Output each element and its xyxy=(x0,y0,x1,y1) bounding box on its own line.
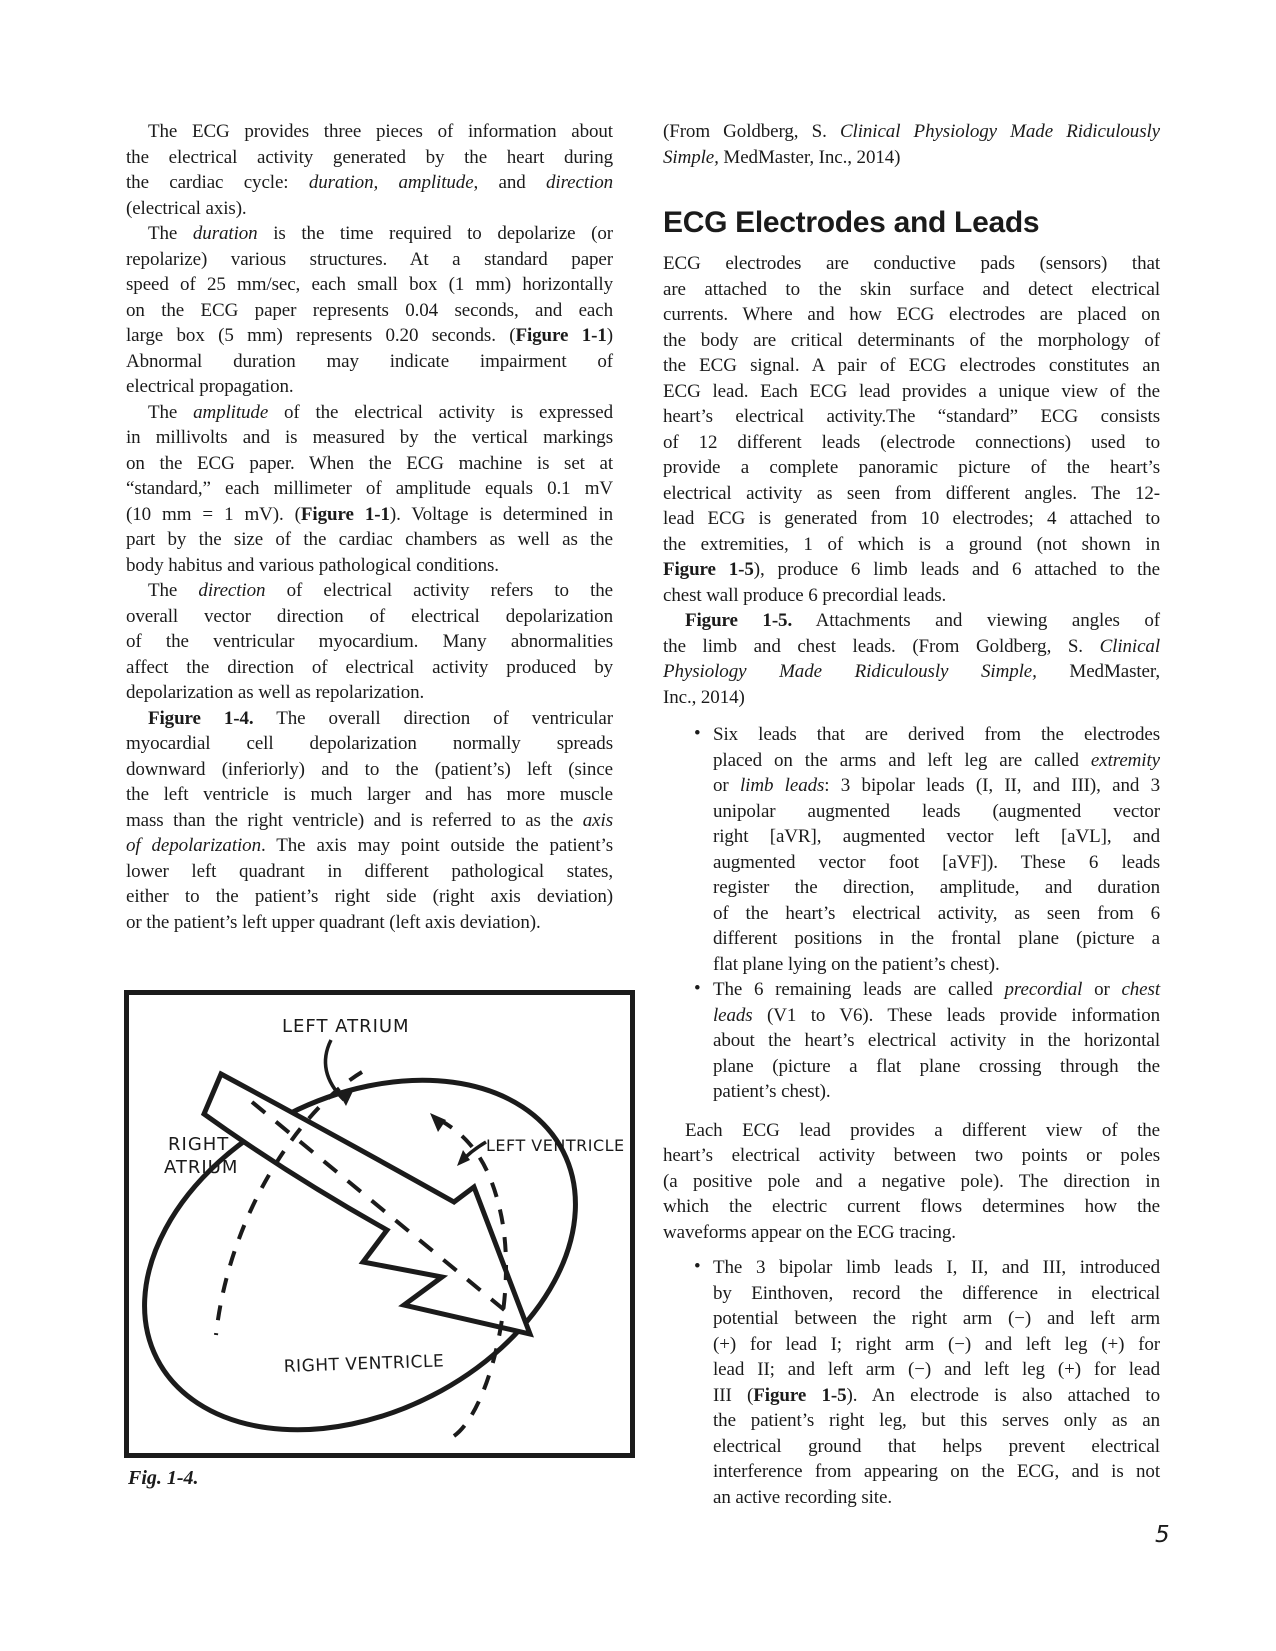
text-line: either to the patient’s right side (right axis deviation) xyxy=(126,886,613,907)
text-line: about the heart’s electrical activity in the horizontal xyxy=(713,1030,1160,1051)
text-line: Six leads that are derived from the electrodes xyxy=(713,724,1160,745)
text-line: part by the size of the cardiac chambers as well as the xyxy=(126,529,613,550)
text-line: potential between the right arm (−) and left arm xyxy=(713,1308,1160,1329)
figure-1-4 xyxy=(124,990,635,1458)
bullet-item xyxy=(663,722,1160,977)
text-line: body habitus and various pathological conditions. xyxy=(126,554,499,576)
paragraph xyxy=(663,1118,1160,1246)
label-right-ventricle: RIGHT VENTRICLE xyxy=(283,1351,445,1377)
text-line: currents. Where and how ECG electrodes are placed on xyxy=(663,304,1160,325)
text-line: the ECG signal. A pair of ECG electrodes constitutes an xyxy=(663,355,1160,376)
text-line: downward (inferiorly) and to the (patient’s) left (since xyxy=(126,758,613,780)
text-line: the patient’s right leg, but this serves only as an xyxy=(713,1410,1160,1431)
paragraph xyxy=(126,119,613,221)
left-column xyxy=(126,119,613,935)
text-line: (From Goldberg, S. Clinical Physiology Made Ridiculously xyxy=(663,121,1160,142)
label-left-ventricle: LEFT VENTRICLE xyxy=(486,1136,625,1155)
text-line: Physiology Made Ridiculously Simple, MedMaster, xyxy=(663,661,1161,682)
text-line: an active recording site. xyxy=(713,1486,892,1508)
label-right-atrium-line1: RIGHT xyxy=(168,1134,230,1155)
text-line: overall vector direction of electrical depolarization xyxy=(126,605,613,627)
text-line: chest wall produce 6 precordial leads. xyxy=(663,584,947,606)
label-right-atrium-line2: ATRIUM xyxy=(164,1157,239,1178)
text-line: the limb and chest leads. (From Goldberg, S. Clinical xyxy=(663,635,1160,657)
bullet-marker: • xyxy=(694,1256,701,1277)
figure-caption: Fig. 1-4. xyxy=(128,1467,199,1489)
text-line: speed of 25 mm/sec, each small box (1 mm) horizontally xyxy=(126,274,613,295)
text-line: the cardiac cycle: duration, amplitude, and direction xyxy=(126,172,613,193)
paragraph xyxy=(126,221,613,400)
text-line: or limb leads: 3 bipolar leads (I, II, and III), and 3 xyxy=(713,775,1160,796)
bullet-text xyxy=(713,722,1160,977)
text-line: depolarization as well as repolarization. xyxy=(126,682,425,703)
text-line: ECG electrodes are conductive pads (sensors) that xyxy=(663,253,1160,274)
text-line: on the ECG paper. When the ECG machine is set at xyxy=(126,452,613,474)
paragraph xyxy=(663,119,1160,170)
text-line: or the patient’s left upper quadrant (left axis deviation). xyxy=(126,911,541,933)
text-line: electrical activity as seen from different angles. The 12- xyxy=(663,482,1160,504)
text-line: The 3 bipolar limb leads I, II, and III, introduced xyxy=(713,1257,1160,1278)
text-line: register the direction, amplitude, and duration xyxy=(713,877,1160,898)
text-line: by Einthoven, record the difference in electrical xyxy=(713,1282,1160,1304)
right-column xyxy=(663,119,1160,1510)
text-line: The ECG provides three pieces of information about xyxy=(148,121,613,142)
attribution-paragraph xyxy=(663,119,1160,170)
bullet-item xyxy=(663,1255,1160,1510)
text-line: affect the direction of electrical activity produced by xyxy=(126,656,613,678)
text-line: electrical propagation. xyxy=(126,376,294,397)
text-line: Inc., 2014) xyxy=(663,686,745,708)
text-line: Abnormal duration may indicate impairment of xyxy=(126,350,613,372)
bullet-marker: • xyxy=(694,978,701,999)
text-line: (+) for lead I; right arm (−) and left leg (+) for xyxy=(713,1333,1160,1355)
text-line: ECG lead. Each ECG lead provides a unique view of the xyxy=(663,380,1160,402)
text-line: of the ventricular myocardium. Many abnormalities xyxy=(126,631,613,652)
text-line: are attached to the skin surface and detect electrical xyxy=(663,278,1160,300)
text-line: placed on the arms and left leg are called extremity xyxy=(713,749,1160,771)
bullet-text xyxy=(713,1255,1160,1510)
bullet-marker: • xyxy=(694,723,701,744)
text-line: patient’s chest). xyxy=(713,1081,831,1102)
text-line: the left ventricle is much larger and has more muscle xyxy=(126,784,613,805)
text-line: Figure 1-4. The overall direction of ventricular xyxy=(148,707,613,729)
text-line: lead ECG is generated from 10 electrodes; 4 attached to xyxy=(663,508,1160,529)
text-line: (electrical axis). xyxy=(126,197,247,219)
text-line: right [aVR], augmented vector left [aVL], and xyxy=(713,826,1160,847)
text-line: the body are critical determinants of the morphology of xyxy=(663,329,1160,351)
page-number: 5 xyxy=(1155,1522,1170,1548)
text-line: provide a complete panoramic picture of the heart’s xyxy=(663,457,1160,478)
text-line: lead II; and left arm (−) and left leg (+) for lead xyxy=(713,1359,1160,1380)
text-line: heart’s electrical activity.The “standard” ECG consists xyxy=(663,406,1160,427)
label-left-atrium: LEFT ATRIUM xyxy=(282,1016,410,1037)
paragraph xyxy=(663,251,1160,608)
bullet-text xyxy=(713,977,1160,1105)
text-line: (a positive pole and a negative pole). The direction in xyxy=(663,1170,1160,1192)
text-line: large box (5 mm) represents 0.20 seconds. (Figure 1-1) xyxy=(126,325,613,346)
text-line: Each ECG lead provides a different view of the xyxy=(685,1119,1160,1141)
text-line: lower left quadrant in different pathological states, xyxy=(126,860,613,882)
paragraph xyxy=(126,400,613,579)
paragraph xyxy=(126,706,613,936)
text-line: The 6 remaining leads are called precordial or chest xyxy=(713,979,1160,1000)
text-line: augmented vector foot [aVF]). These 6 leads xyxy=(713,851,1160,873)
text-line: Figure 1-5. Attachments and viewing angles of xyxy=(685,610,1161,631)
text-line: plane (picture a flat plane crossing through the xyxy=(713,1055,1160,1077)
paragraph xyxy=(663,608,1160,710)
text-line: of the heart’s electrical activity, as seen from 6 xyxy=(713,902,1160,924)
text-line: (10 mm = 1 mV). (Figure 1-1). Voltage is determined in xyxy=(126,503,613,525)
text-line: of depolarization. The axis may point outside the patient’s xyxy=(126,835,613,856)
text-line: The amplitude of the electrical activity is expressed xyxy=(148,401,613,423)
text-line: leads (V1 to V6). These leads provide information xyxy=(713,1004,1160,1026)
section-heading: ECG Electrodes and Leads xyxy=(663,206,1040,239)
text-line: repolarize) various structures. At a standard paper xyxy=(126,248,613,270)
text-line: unipolar augmented leads (augmented vector xyxy=(713,800,1160,822)
text-line: “standard,” each millimeter of amplitude equals 0.1 mV xyxy=(126,478,613,499)
text-line: the electrical activity generated by the heart during xyxy=(126,146,613,168)
text-line: The duration is the time required to depolarize (or xyxy=(148,223,613,244)
text-line: on the ECG paper represents 0.04 seconds, and each xyxy=(126,299,613,321)
paragraph xyxy=(126,578,613,706)
text-line: myocardial cell depolarization normally spreads xyxy=(126,733,613,754)
text-line: mass than the right ventricle) and is referred to as the axis xyxy=(126,809,613,831)
text-line: of 12 different leads (electrode connections) used to xyxy=(663,431,1160,453)
text-line: waveforms appear on the ECG tracing. xyxy=(663,1221,956,1243)
right-column-blocks xyxy=(663,251,1160,1510)
text-line: III (Figure 1-5). An electrode is also attached to xyxy=(713,1384,1161,1406)
text-line: Figure 1-5), produce 6 limb leads and 6 attached to the xyxy=(663,559,1160,580)
text-line: flat plane lying on the patient’s chest). xyxy=(713,953,1000,975)
text-line: The direction of electrical activity refers to the xyxy=(148,580,614,601)
text-line: Simple, MedMaster, Inc., 2014) xyxy=(663,146,901,168)
text-line: the extremities, 1 of which is a ground (not shown in xyxy=(663,533,1160,555)
text-line: heart’s electrical activity between two points or poles xyxy=(663,1145,1160,1166)
text-line: in millivolts and is measured by the vertical markings xyxy=(126,427,613,448)
text-line: which the electric current flows determines how the xyxy=(663,1196,1160,1217)
text-line: electrical ground that helps prevent electrical xyxy=(713,1435,1160,1457)
text-line: interference from appearing on the ECG, and is not xyxy=(713,1461,1160,1482)
text-line: different positions in the frontal plane (picture a xyxy=(713,928,1160,949)
bullet-item xyxy=(663,977,1160,1105)
